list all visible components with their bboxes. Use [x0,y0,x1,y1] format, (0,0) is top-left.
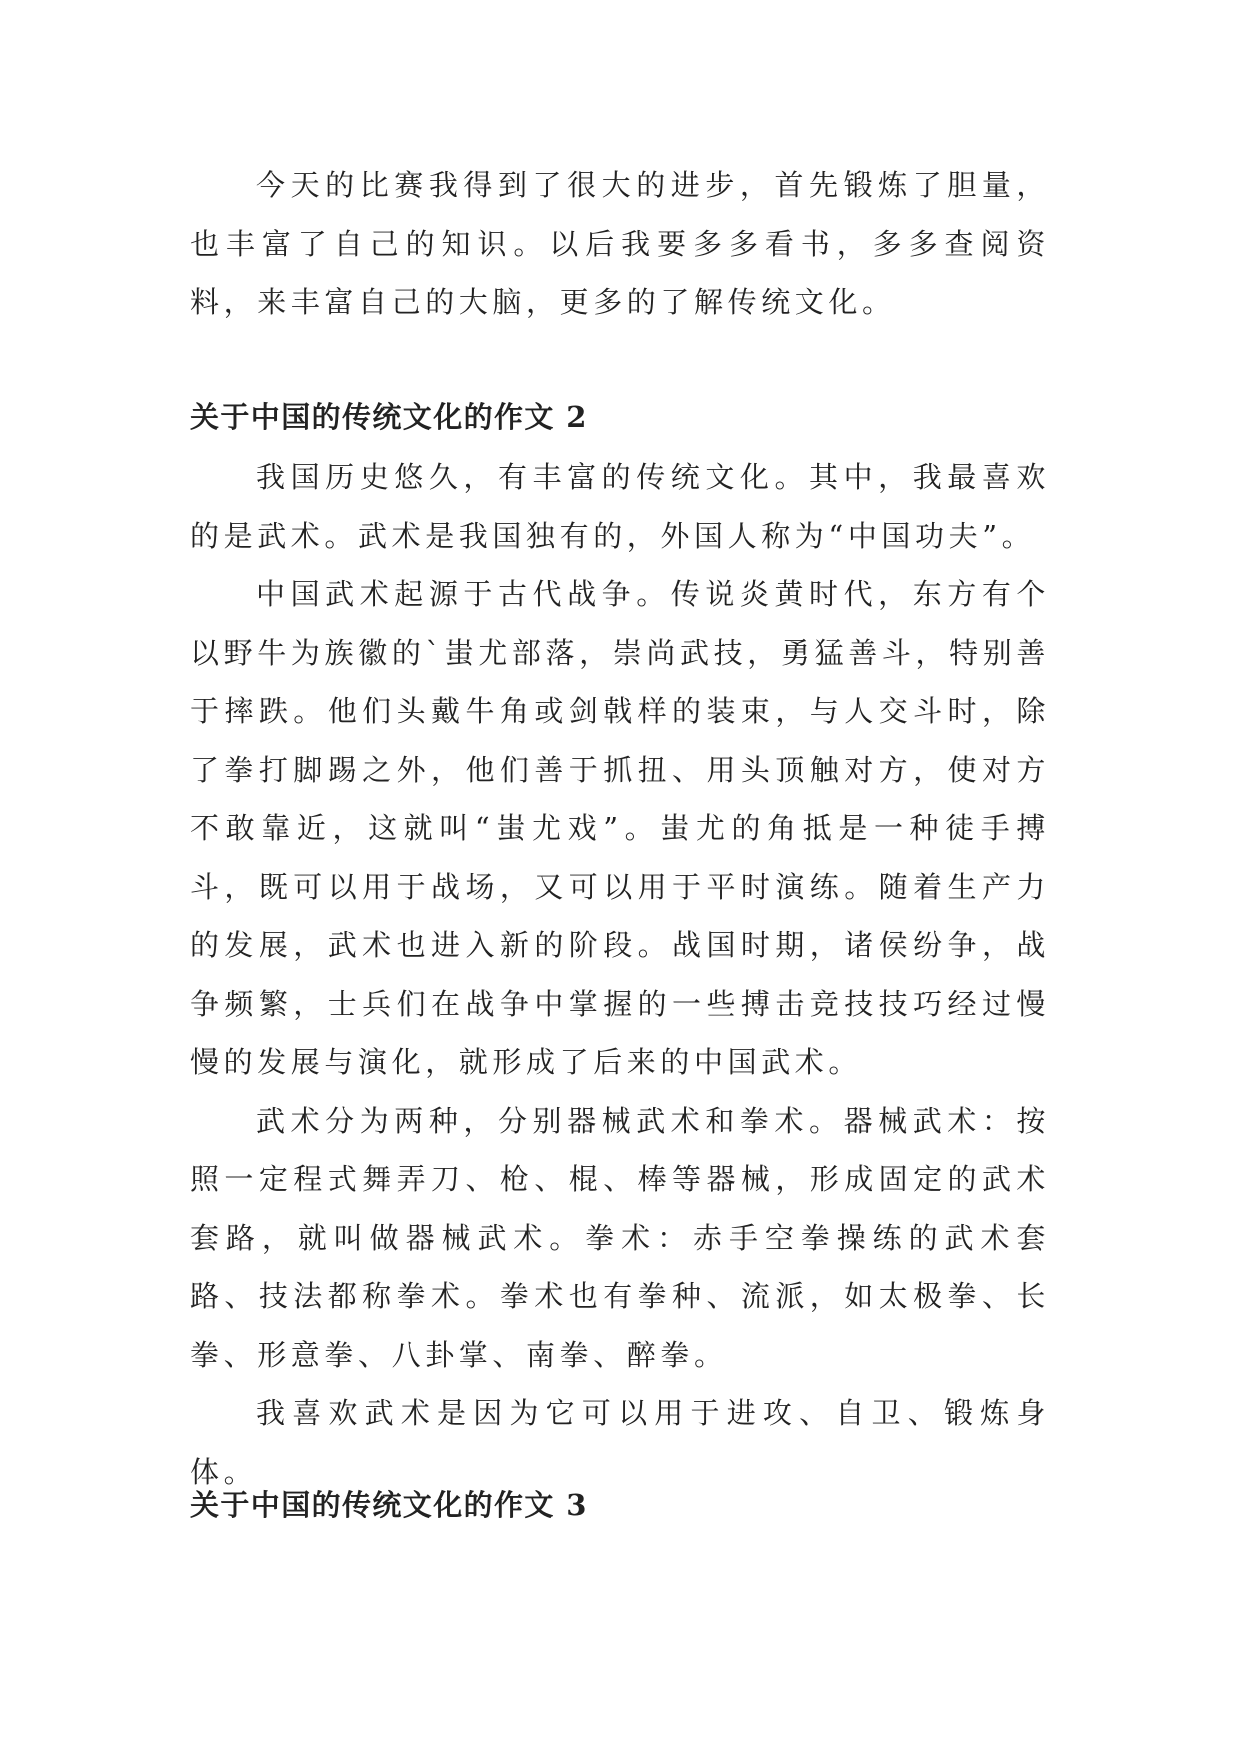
intro-text [190,156,1050,332]
body-paragraph: 中国武术起源于古代战争。传说炎黄时代，东方有个以野牛为族徽的`蚩尤部落，崇尚武技，勇猛善斗，特别善于摔跌。他们头戴牛角或剑戟样的装束，与人交斗时，除了拳打脚踢之外，他们善于抓扭、用头顶触对方，使对方不敢靠近，这就叫“蚩尤戏”。蚩尤的角抵是一种徒手搏斗，既可以用于战场，又可以用于平时演练。随着生产力的发展，武术也进入新的阶段。战国时期，诸侯纷争，战争频繁，士兵们在战争中掌握的一些搏击竞技技巧经过慢慢的发展与演化，就形成了后来的中国武术。 [190,577,1050,1079]
body-paragraph: 今天的比赛我得到了很大的进步，首先锻炼了胆量，也丰富了自己的知识。以后我要多多看书，多多查阅资料，来丰富自己的大脑，更多的了解传统文化。 [190,168,1050,319]
body-paragraph: 我国历史悠久，有丰富的传统文化。其中，我最喜欢的是武术。武术是我国独有的，外国人称为“中国功夫”。 [190,460,1050,553]
section-heading-3: 关于中国的传统文化的作文 3 [190,1488,588,1522]
body-paragraph: 武术分为两种，分别器械武术和拳术。器械武术：按照一定程式舞弄刀、枪、棍、棒等器械，形成固定的武术套路，就叫做器械武术。拳术：赤手空拳操练的武术套路、技法都称拳术。拳术也有拳种、流派，如太极拳、长拳、形意拳、八卦掌、南拳、醉拳。 [190,1103,1050,1372]
section-2-body [190,448,1050,1501]
section-heading-2: 关于中国的传统文化的作文 2 [190,400,588,434]
body-paragraph: 我喜欢武术是因为它可以用于进攻、自卫、锻炼身体。 [190,1396,1050,1489]
